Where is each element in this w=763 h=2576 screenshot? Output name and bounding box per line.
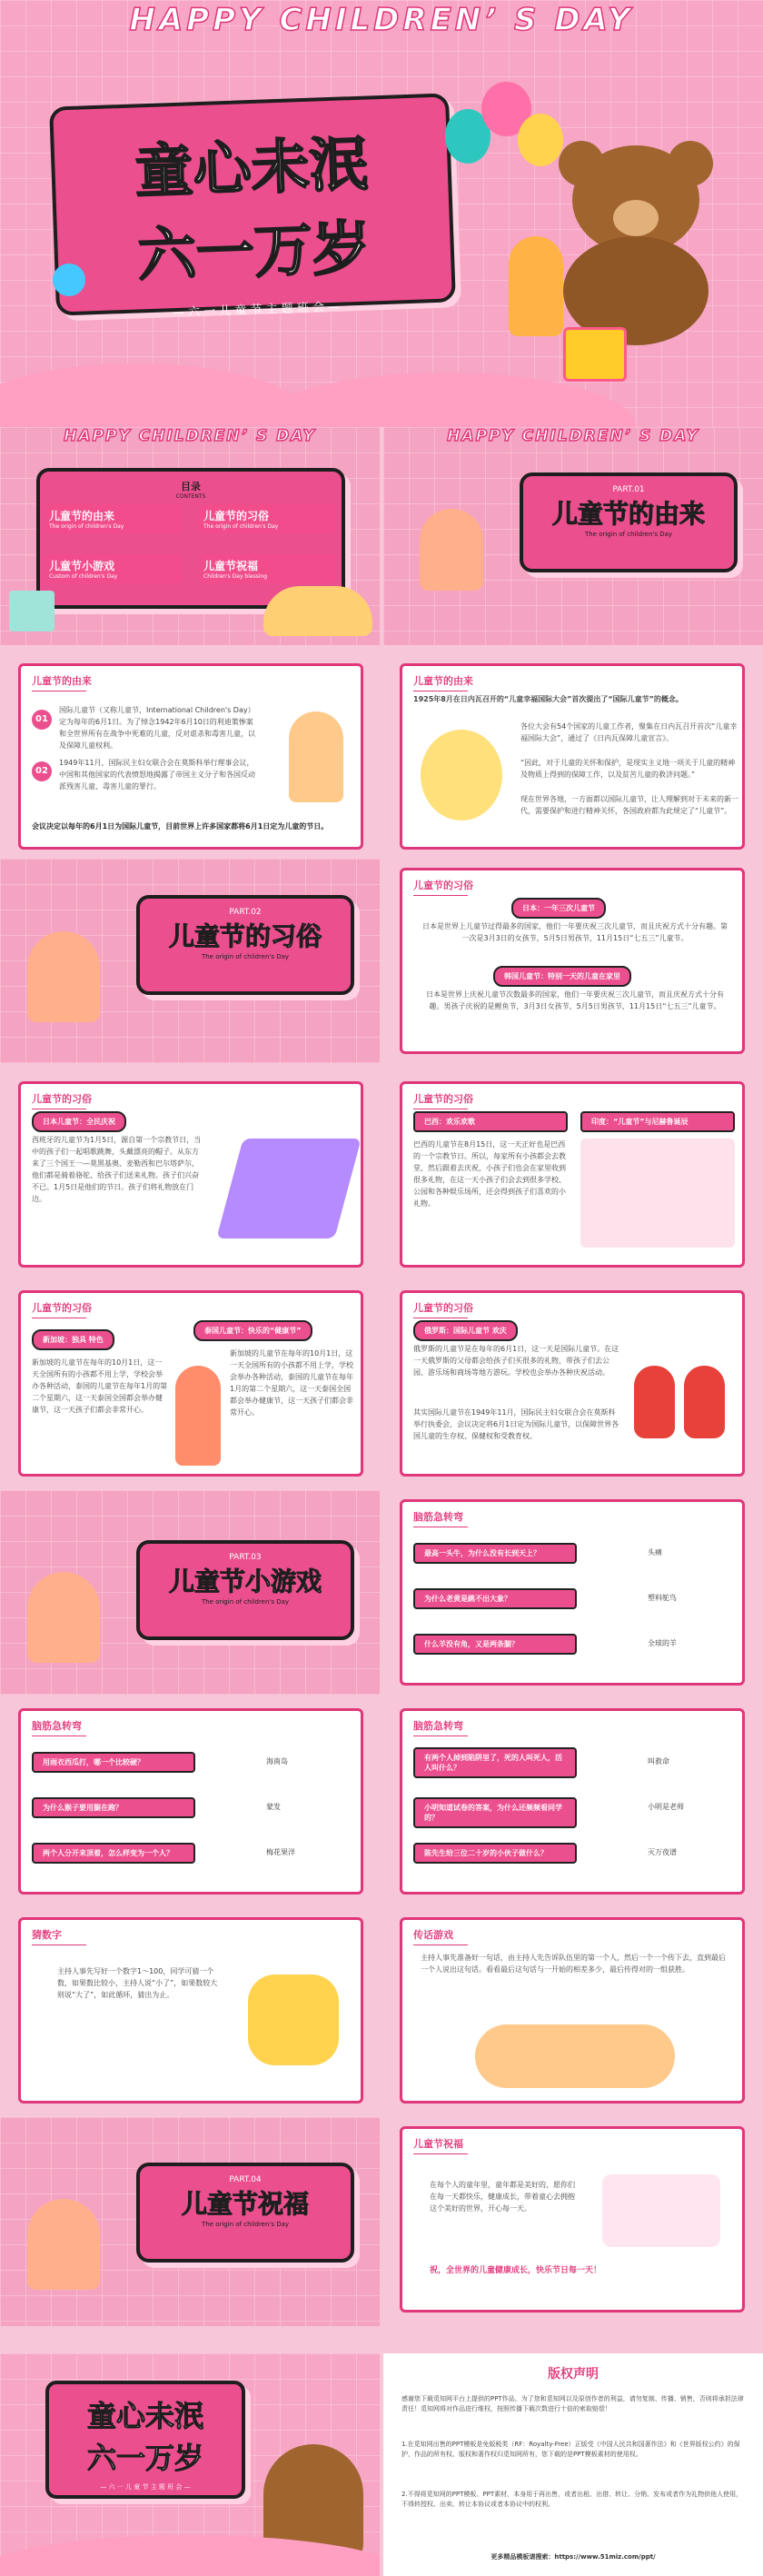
paragraph: 西班牙的儿童节为1月5日，源自第一个宗教节日，当中的孩子们一起唱歌跳舞，头戴漂亮的帽子。从东方来了三个国王一—莫黑基奥、麦勒西和巴尔塔萨尔，他们都是骑着骆驼、给孩子们送来礼物。孩子们兴奋不已。1月5日是他们的节日。孩子们将礼物放在门边。 — [32, 1136, 202, 1203]
paragraph: 其实国际儿童节在1949年11月，国际民主妇女联合会在莫斯科举行执委会，会议决定将6月1日定为国际儿童节，以保障世界各国儿童的生存权、保健权和受教育权。 — [413, 1408, 619, 1440]
cover-title-line2: 六一万岁 — [136, 214, 372, 291]
riddle-question: 为什么猴子要用腿在跑？ — [32, 1797, 195, 1818]
part01-slide — [383, 427, 763, 645]
slide-title: 儿童节的习俗 — [32, 1091, 92, 1109]
slide-title: 儿童节的由来 — [32, 673, 92, 691]
copyright-title: 版权声明 — [548, 2367, 599, 2382]
cover-banner: HAPPY CHILDREN’ S DAY — [129, 2, 634, 38]
part03-slide — [0, 1490, 380, 1695]
slide-origin-1 — [18, 663, 363, 850]
toc-item-3-title: 儿童节小游戏 — [49, 560, 115, 572]
slide-title: 儿童节的习俗 — [413, 1091, 473, 1109]
gift-box-icon — [563, 327, 627, 382]
paragraph: 现在世界各地，一方面都以国际儿童节，让人理解到对于未来的新一代，需要保护和进行精神关怀，各国政府都为此规定了“儿童节”。 — [520, 795, 738, 815]
slide-origin-2 — [400, 663, 745, 850]
balloon-bunch-illustration — [421, 730, 502, 821]
riddle-answer: 灭万夜谱 — [648, 1848, 677, 1856]
girl-illustration — [509, 236, 563, 336]
slide-banner: HAPPY CHILDREN’ S DAY — [447, 427, 699, 445]
boy-illustration — [420, 509, 483, 591]
dragon-illustration — [263, 586, 372, 636]
part02-card — [136, 895, 354, 995]
slide-whisper-game — [400, 1917, 745, 2104]
slide-riddle-3 — [400, 1708, 745, 1895]
part01-no: PART.01 — [612, 485, 645, 494]
toc-item-2-title: 儿童节的习俗 — [203, 510, 270, 522]
riddle-question: 两个人分开来顶着，怎么样变为一个人？ — [32, 1843, 195, 1864]
part04-slide — [0, 2117, 380, 2326]
toc-item-1-title: 儿童节的由来 — [49, 510, 115, 522]
clown-illustration — [175, 1366, 221, 1466]
riddle-question: 陈先生给三位二十岁的小伙子做什么？ — [413, 1843, 577, 1864]
boy-illustration — [27, 2199, 100, 2290]
slide-title: 传话游戏 — [413, 1927, 468, 1945]
part04-no: PART.04 — [229, 2175, 262, 2184]
paragraph: 巴西的儿童节在8月15日，这一天正好也是巴西的一个宗教节日。所以，每家所有小孩都会去教堂，然后跟着去庆祝，小孩子们也会在家里收到很多礼物，在这一天小孩子们会去到很多学校、公园和各种娱乐场所，还会得到孩子们喜欢的小礼物。 — [413, 1140, 566, 1208]
slide-custom-5 — [400, 1290, 745, 1477]
closing-subtitle: — 六 一 儿 童 节 主 题 班 会 — — [100, 2483, 191, 2491]
paragraph: 在每个人的童年里，童年都是美好的，愿你们在每一天都快乐，健康成长，带着童心去拥抱这个美好的世界，开心每一天。 — [430, 2181, 575, 2213]
summary-text: 会议决定以每年的6月1日为国际儿童节，目前世界上许多国家都将6月1日定为儿童的节日。 — [32, 822, 329, 830]
boy-illustration — [27, 931, 100, 1022]
closing-title-line1: 童心未泯 — [86, 2399, 203, 2433]
part02-en: The origin of children's Day — [201, 953, 290, 960]
boy-illustration — [27, 1572, 100, 1663]
cover-slide — [0, 0, 763, 427]
flowers-illustration — [602, 2174, 720, 2247]
paragraph: 日本是世界上儿童节过得最多的国家，他们一年要庆祝三次儿童节，而且庆祝方式十分有趣。第一次是3月3日的女孩节，5月5日男孩节，11月15日“七五三”儿童节。 — [422, 922, 728, 942]
bear-illustration — [545, 145, 727, 354]
part03-no: PART.03 — [229, 1553, 262, 1562]
balloons-illustration — [445, 82, 572, 191]
riddle-answer: 全球的羊 — [648, 1639, 677, 1647]
number-badge-2: 02 — [32, 761, 52, 781]
matryoshka-illustration — [634, 1366, 675, 1438]
cover-subtitle: — 六 一 儿 童 节 主 题 班 会 — — [172, 300, 341, 321]
toc-item-1[interactable] — [45, 504, 182, 533]
part02-title: 儿童节的习俗 — [168, 921, 322, 951]
slide-title: 脑筋急转弯 — [413, 1718, 468, 1736]
riddle-answer: 头痛 — [648, 1548, 662, 1557]
slide-title: 儿童节的习俗 — [32, 1300, 92, 1318]
paragraph: 国际儿童节（又称儿童节，International Children's Day）定为每年的6月1日。为了悼念1942年6月10日的利迪策惨案和全世界所有在战争中死难的儿童，反对虐杀和毒害儿童，以及保障儿童权利。 — [59, 706, 255, 750]
copyright-footer[interactable]: 更多精品模板请搜索：https://www.51miz.com/ppt/ — [490, 2553, 656, 2561]
paragraph: 新加坡的儿童节在每年的10月1日，这一天全国所有的小孩都不用上学，学校会举办各种活动，泰国的儿童节在每年1月的第二个星期六，这一天泰国全国都会举办健康节，这一天孩子们都会非常开心。 — [32, 1358, 168, 1414]
kids-group-illustration — [475, 2024, 675, 2088]
slide-title: 脑筋急转弯 — [32, 1718, 86, 1736]
slide-title: 儿童节的习俗 — [413, 1300, 473, 1318]
part02-no: PART.02 — [229, 908, 262, 917]
part04-card — [136, 2163, 354, 2263]
paragraph: “因此，对于儿童的关怀和保护，是现实主义地一项关于儿童的精神及物质上得到的保障工作，以及贫苦儿童的救济问题。” — [520, 759, 736, 779]
heading-pill: 印度：“儿童节”与尼赫鲁诞辰 — [580, 1111, 735, 1132]
slide-custom-1 — [400, 868, 745, 1054]
cover-title-line1: 童心未泯 — [134, 131, 369, 207]
toc-subtitle: CONTENTS — [175, 493, 206, 500]
part01-card — [520, 472, 738, 572]
heading-pill: 日本：一年三次儿童节 — [511, 898, 606, 919]
heading-pill: 巴西：欢乐欢歌 — [413, 1111, 568, 1132]
slide-title: 儿童节的由来 — [413, 673, 473, 691]
paragraph: 新加坡的儿童节在每年的10月1日，这一天全国所有的小孩都不用上学，学校会举办各种活动，泰国的儿童节在每年1月的第二个星期六，这一天泰国全国都会举办健康节，这一天孩子们都会非常开心。 — [230, 1349, 353, 1417]
slide-blessing — [400, 2126, 745, 2312]
riddle-question: 最高一头牛，为什么没有长到天上？ — [413, 1543, 577, 1564]
toc-slide — [0, 427, 380, 645]
pink-box-decoration — [580, 1139, 735, 1248]
cover-title-card — [49, 93, 456, 321]
toc-item-3[interactable] — [45, 554, 182, 583]
toc-item-1-sub: The origin of children's Day — [49, 523, 124, 530]
copyright-text: 1.在觅知网出售的PPT模板是免版税类（RF：Royalty-Free）正版受《中国人民共和国著作法》和《世界版权公约》的保护，作品的所有权、版权和著作权归觅知网所有，您下载的是PPT模板素材的使用权。 — [401, 2441, 740, 2458]
paragraph: 各位大会有54个国家的儿童工作者，聚集在日内瓦召开首次“儿童幸福国际大会”，通过了《日内瓦保障儿童宣言》。 — [520, 722, 738, 742]
heading-pill: 日本儿童节：全民庆祝 — [32, 1111, 126, 1132]
copyright-text: 2.不得将觅知网的PPT模板、PPT素材，本身用于再出售，或者出租、出借、转让、分销、发布或者作为礼物供他人使用，不得转授权、出卖、转让本协议或者本协议中的权利。 — [401, 2491, 743, 2508]
riddle-answer: 海南岛 — [266, 1757, 288, 1765]
closing-title-card — [45, 2381, 245, 2499]
closing-slide — [0, 2353, 380, 2576]
hopscotch-illustration — [216, 1139, 361, 1238]
number-badge-1: 01 — [32, 710, 52, 730]
part01-title: 儿童节的由来 — [551, 499, 705, 529]
toc-item-4[interactable] — [200, 554, 336, 583]
paragraph: 日本是世界上庆祝儿童节次数最多的国家，他们一年要庆祝三次儿童节，而且庆祝方式十分有趣。男孩子庆祝的是鲤鱼节，3月3日女孩节，5月5日男孩节，11月15日“七五三”儿童节。 — [426, 990, 724, 1010]
slide-title: 脑筋急转弯 — [413, 1509, 468, 1527]
slide-guess-number — [18, 1917, 363, 2104]
part03-card — [136, 1540, 354, 1640]
slide-riddle-2 — [18, 1708, 363, 1895]
part01-en: The origin of children's Day — [584, 531, 673, 538]
riddle-question: 为什么老黄是跳不出大象？ — [413, 1588, 577, 1609]
ball-icon — [53, 264, 85, 296]
riddle-answer: 小明是老师 — [648, 1803, 684, 1811]
kid-balloon-illustration — [289, 711, 343, 802]
part04-title: 儿童节祝福 — [181, 2189, 309, 2219]
slide-title: 儿童节的习俗 — [413, 878, 473, 896]
house-illustration — [9, 591, 54, 632]
part03-title: 儿童节小游戏 — [168, 1566, 322, 1596]
riddle-answer: 梅花果洋 — [266, 1848, 295, 1856]
heading-pill: 俄罗斯：国际儿童节 欢庆 — [413, 1320, 518, 1341]
copyright-slide — [383, 2353, 763, 2576]
slide-custom-2 — [18, 1081, 363, 1268]
matryoshka-illustration — [684, 1366, 725, 1438]
toc-item-4-title: 儿童节祝福 — [203, 560, 259, 572]
riddle-answer: 塑料鸵鸟 — [648, 1594, 677, 1602]
riddle-answer: 蒙发 — [266, 1803, 281, 1811]
toc-item-3-sub: Custom of children's Day — [49, 573, 118, 580]
toc-item-2[interactable] — [200, 504, 336, 533]
riddle-question: 有两个人掉到陷阱里了，死的人叫死人，活人叫什么？ — [413, 1747, 577, 1778]
toc-item-2-sub: The origin of children's Day — [203, 523, 279, 530]
part03-en: The origin of children's Day — [201, 1598, 290, 1606]
slide-title: 儿童节祝福 — [413, 2136, 468, 2154]
toc-item-4-sub: Children's Day blessing — [203, 573, 268, 580]
toc-title: 目录 — [181, 481, 201, 492]
riddle-question: 什么羊没有角，又是两条腿？ — [413, 1634, 577, 1655]
heading-pill: 韩国儿童节：特别一天的儿童在家里 — [493, 966, 631, 987]
closing-title-line2: 六一万岁 — [86, 2441, 203, 2475]
riddle-answer: 叫救命 — [648, 1757, 669, 1765]
riddle-question: 小明知道试卷的答案，为什么还频频看同学的？ — [413, 1797, 577, 1828]
intro-text: 1925年8月在日内瓦召开的“儿童幸福国际大会”首次提出了“国际儿童节”的概念。 — [413, 695, 683, 703]
slide-custom-3 — [400, 1081, 745, 1268]
heading-pill: 新加坡：独具 特色 — [32, 1329, 114, 1350]
riddle-question: 用雨衣西瓜打，哪一个比较硬？ — [32, 1752, 195, 1773]
blessing-text: 祝，全世界的儿童健康成长，快乐节日每一天！ — [430, 2266, 602, 2275]
part04-en: The origin of children's Day — [201, 2221, 290, 2228]
slide-riddle-1 — [400, 1499, 745, 1686]
slide-custom-4 — [18, 1290, 363, 1477]
paragraph: 主持人事先写好一个数字1～100，同学可猜一个数，如果数比较小，主持人说“小了”，如果数较大则说“大了”，如此循环，猜出为止。 — [57, 1967, 218, 1999]
paragraph: 俄罗斯的儿童节是在每年的6月1日，这一天是国际儿童节。在这一天俄罗斯的父母都会给孩子们买很多的礼物，带孩子们去公园、游乐场和商场等地方游玩。学校也会举办各种庆祝活动。 — [413, 1345, 619, 1377]
paragraph: 1949年11月，国际民主妇女联合会在莫斯科举行理事会议，中国和其他国家的代表愤怒地揭露了帝国主义分子和各国反动派残害儿童、毒害儿童的罪行。 — [59, 759, 255, 791]
paragraph: 主持人事先准备好一句话，由主持人先告诉队伍里的第一个人，然后一个一个传下去，直到最后一个人说出这句话。看看最后这句话与一开始的相差多少，最后传得对的一组获胜。 — [421, 1954, 726, 1974]
slide-title: 猜数字 — [32, 1927, 86, 1945]
slide-banner: HAPPY CHILDREN’ S DAY — [64, 427, 316, 445]
part02-slide — [0, 859, 380, 1063]
heading-pill: 泰国儿童节：快乐的“健康节” — [193, 1320, 312, 1341]
copyright-text: 感谢您下载觅知网平台上提供的PPT作品，为了您和觅知网以及原创作者的利益，请勿复制、传播、销售，否则将承担法律责任！觅知网将对作品进行维权，按照传播下载次数进行十倍的索取赔偿！ — [401, 2395, 744, 2412]
six-one-illustration — [248, 1974, 339, 2065]
